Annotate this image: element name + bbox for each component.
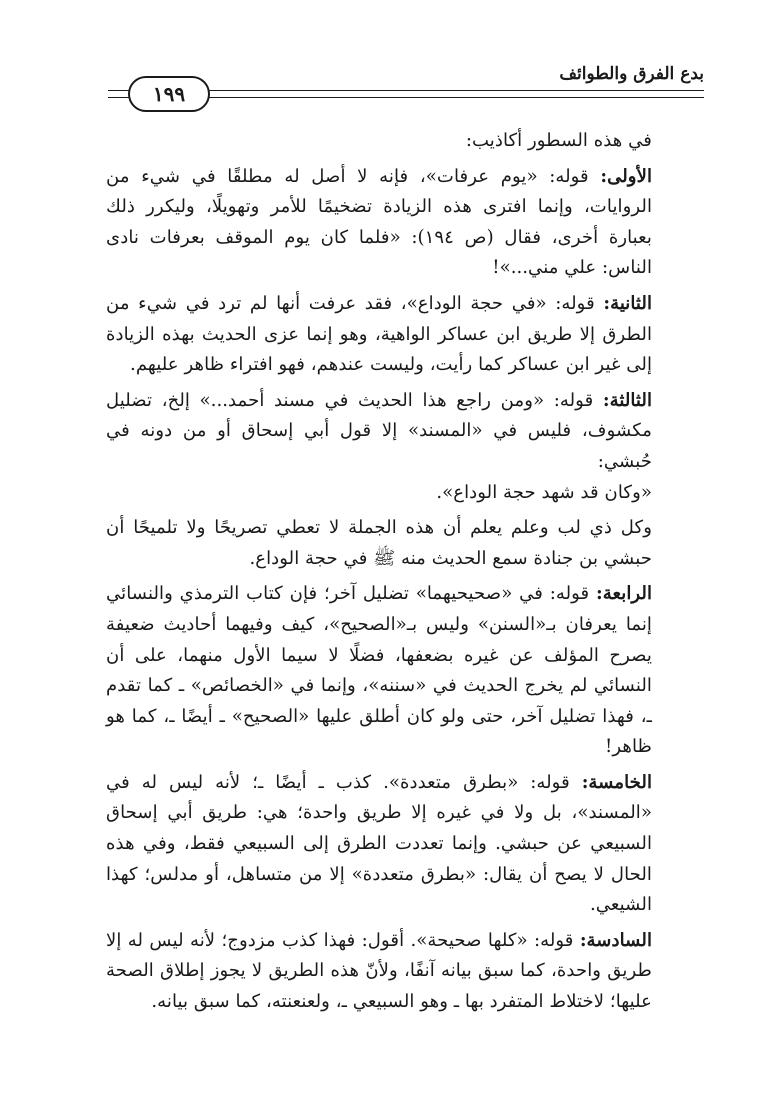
paragraph-fourth xyxy=(106,579,704,763)
paragraph-second xyxy=(106,289,704,381)
paragraph-text-fifth: قوله: «بطرق متعددة». كذب ـ أيضًا ـ؛ لأنه ليس له في «المسند»، بل ولا في غيره إلا طريق واحدة؛ هي: طريق أبي إسحاق السبيعي عن حبشي. وإنما تعددت الطرق إلى السبيعي فقط، وفي هذه الحال لا يصح أن يقال: «بطرق متعددة» إلا من متساهل، أو مدلس؛ كهذا الشيعي. xyxy=(106,771,652,916)
intro-line: في هذه السطور أكاذيب: xyxy=(465,130,652,151)
paragraph-third xyxy=(106,386,704,478)
quote-line: «وكان قد شهد حجة الوداع». xyxy=(436,481,652,503)
paragraph-fifth xyxy=(106,768,704,921)
running-title: بدع الفرق والطوائف xyxy=(559,64,704,84)
paragraph-lead-fifth: الخامسة: xyxy=(581,771,652,793)
paragraph-text-sixth: قوله: «كلها صحيحة». أقول: فهذا كذب مزدوج؛ لأنه ليس له إلا طريق واحدة، كما سبق بيانه آنفًا، ولأنّ هذه الطريق لا يجوز إطلاق الصحة عليها؛ لاختلاط المتفرد بها ـ وهو السبيعي ـ، ولعنعنته، كما سبق بيانه. xyxy=(106,929,652,1013)
paragraph-lead-sixth: السادسة: xyxy=(579,929,652,951)
paragraph-lead-third: الثالثة: xyxy=(602,389,652,411)
paragraph-sixth xyxy=(106,926,704,1018)
paragraph-first xyxy=(106,162,704,284)
paragraph-text-second: قوله: «في حجة الوداع»، فقد عرفت أنها لم ترد في شيء من الطرق إلا طريق ابن عساكر الواهية، وهو إنما عزى الحديث بهذه الزيادة إلى غير ابن عساكر كما رأيت، وليست عندهم، فهو افتراء ظاهر عليهم. xyxy=(106,292,652,376)
paragraph-text-fourth: قوله: في «صحيحيهما» تضليل آخر؛ فإن كتاب الترمذي والنسائي إنما يعرفان بـ«السنن» وليس بـ«الصحيح»، كيف وفيهما أحاديث ضعيفة يصرح المؤلف عن غيره بضعفها، فضلًا لا سيما الأول منهما، على أن النسائي لم يخرج الحديث في «سننه»، وإنما في «الخصائص» ـ كما تقدم ـ، فهذا تضليل آخر، حتى ولو كان أطلق عليها «الصحيح» ـ أيضًا ـ، كما هو ظاهر! xyxy=(106,583,652,758)
paragraph-lead-second: الثانية: xyxy=(603,292,652,314)
paragraph-text-first: قوله: «يوم عرفات»، فإنه لا أصل له مطلقًا في شيء من الروايات، وإنما افترى هذه الزيادة تضخيمًا للأمر وتهويلًا، وليكرر ذلك بعبارة أخرى، فقال (ص ١٩٤): «فلما كان يوم الموقف بعرفات نادى الناس: علي مني...»! xyxy=(106,165,652,279)
page-number-badge: ١٩٩ xyxy=(128,76,210,112)
paragraph-text-third: قوله: «ومن راجع هذا الحديث في مسند أحمد...» إلخ، تضليل مكشوف، فليس في «المسند» إلا قول أبي إسحاق أو من دونه في حُبشي: xyxy=(106,389,652,472)
page-header xyxy=(108,62,704,106)
paragraph-third-note: وكل ذي لب وعلم يعلم أن هذه الجملة لا تعطي تصريحًا ولا تلميحًا أن حبشي بن جنادة سمع الحديث منه ﷺ في حجة الوداع. xyxy=(106,517,652,569)
paragraph-lead-fourth: الرابعة: xyxy=(596,583,652,605)
paragraph-lead-first: الأولى: xyxy=(600,165,652,187)
page-body xyxy=(106,126,704,1018)
